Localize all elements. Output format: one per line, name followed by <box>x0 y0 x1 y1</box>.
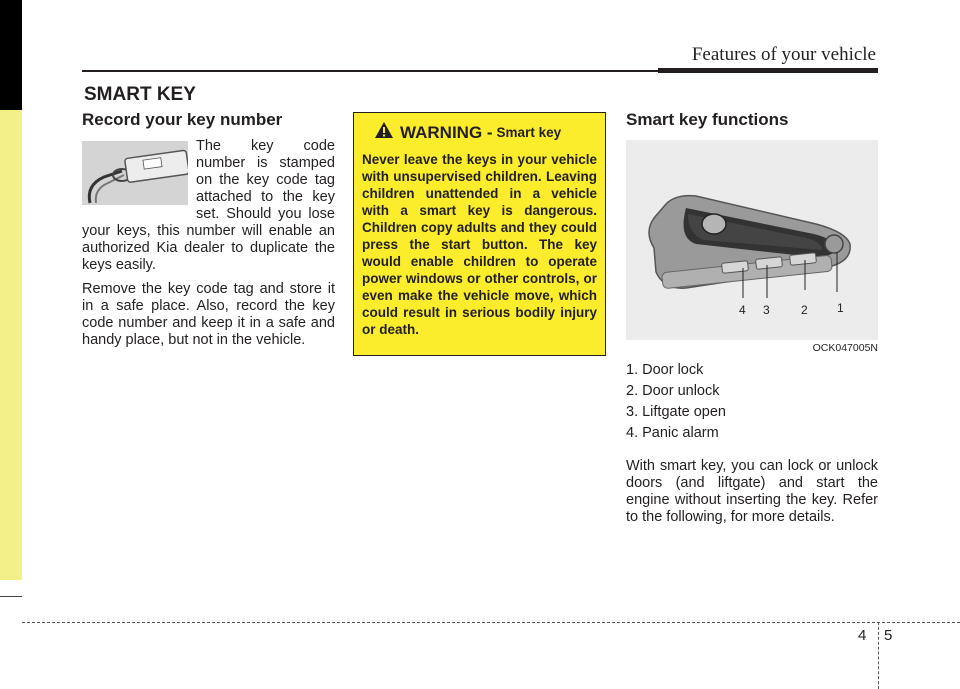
figure-label-2: 2 <box>801 303 808 317</box>
list-item: 3. Liftgate open <box>626 404 726 420</box>
warning-subtitle: Smart key <box>496 125 562 140</box>
smart-key-figure <box>626 140 878 340</box>
figure-label-3: 3 <box>763 303 770 317</box>
warning-box <box>353 112 606 356</box>
record-key-paragraph-1: The key code number is stamped on the key code tag attached to the key set. Should you lose your keys, this number will enable an authorized Kia dealer to duplicate the keys easily. <box>82 138 335 273</box>
warning-triangle-icon <box>374 121 394 144</box>
functions-list <box>626 362 878 442</box>
warning-title: WARNING - <box>400 122 493 142</box>
side-divider <box>0 596 22 597</box>
record-key-paragraph-2: Remove the key code tag and store it in a safe place. Also, record the key code number and keep it in a safe and handy place, but not in the vehicle. <box>82 281 335 348</box>
figure-label-4: 4 <box>739 303 746 317</box>
figure-caption: OCK047005N <box>812 342 878 354</box>
functions-paragraph: With smart key, you can lock or unlock doors (and liftgate) and start the engine without inserting the key. Refer to the following, for more details. <box>626 458 878 525</box>
functions-heading: Smart key functions <box>626 110 789 129</box>
list-item: 2. Door unlock <box>626 383 720 399</box>
page-number: 5 <box>884 627 893 644</box>
figure-label-1: 1 <box>837 301 844 315</box>
page-number-separator <box>878 622 879 689</box>
warning-body: Never leave the keys in your vehicle with unsupervised children. Leaving children unattended in a vehicle with a smart key is dangerous. Children copy adults and they could press the start button. The key would enable children to operate power windows or other controls, or even make the vehicle move, which could result in serious bodily injury or death. <box>362 152 597 337</box>
page-header-title: Features of your vehicle <box>691 44 876 65</box>
chapter-side-tab-marker <box>0 0 22 110</box>
warning-header <box>362 121 597 144</box>
chapter-number: 4 <box>858 627 867 644</box>
record-key-column <box>82 110 335 356</box>
header-rule-accent <box>658 68 878 73</box>
list-item: 4. Panic alarm <box>626 425 719 441</box>
record-key-heading: Record your key number <box>82 110 283 129</box>
list-item: 1. Door lock <box>626 362 704 378</box>
footer-rule <box>22 622 960 623</box>
smart-key-functions-column <box>626 110 878 533</box>
section-title: SMART KEY <box>84 84 196 105</box>
key-tag-image <box>82 141 188 205</box>
